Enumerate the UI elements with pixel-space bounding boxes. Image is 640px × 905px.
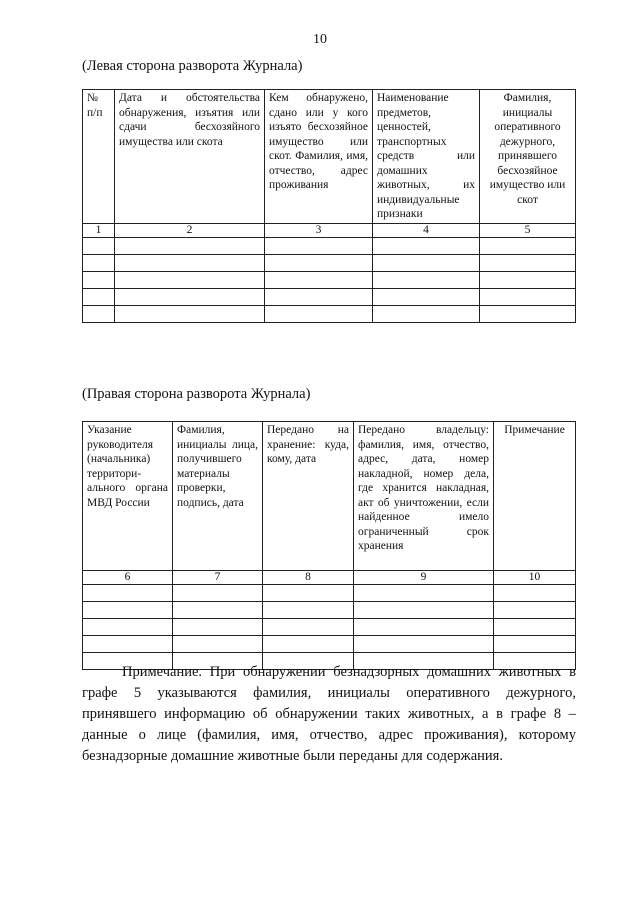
column-number: 8: [263, 571, 354, 585]
note-paragraph: [82, 662, 576, 767]
table-row: [83, 289, 576, 306]
column-header: Передано владельцу: фамилия, имя, отчество, адрес, дата, номер накладной, номер дела, где хранится накладная, акт об уничтожении, если найденное имело ограниченный срок хранения: [354, 422, 494, 571]
journal-left-table: [82, 89, 576, 323]
table-row: [83, 306, 576, 323]
column-header: Дата и обстоятельства обнаружения, изъятия или сдачи бесхозяйного имущества или скота: [115, 90, 265, 224]
table-row: [83, 619, 576, 636]
column-number: 5: [480, 224, 576, 238]
right-section-heading: (Правая сторона разворота Журнала): [82, 386, 311, 402]
table-header-row: [83, 422, 576, 571]
table-row: [83, 602, 576, 619]
left-section-heading: (Левая сторона разворота Журнала): [82, 58, 303, 74]
table-row: [83, 238, 576, 255]
column-number: 4: [373, 224, 480, 238]
column-header: Примечание: [494, 422, 576, 571]
table-row: [83, 585, 576, 602]
table-header-row: [83, 90, 576, 224]
note-text: Примечание. При обнаружении безнадзорных домашних животных в графе 5 указываются фамилия, инициалы оперативного дежурного, принявшего информацию об обнаружении таких животных, а в графе 8 – данные о лице (фамилия, имя, отчество, адрес проживания), которому безнадзорные домашние животные были переданы для содержания.: [82, 664, 576, 764]
column-number: 3: [265, 224, 373, 238]
journal-right-table: [82, 421, 576, 670]
column-number: 2: [115, 224, 265, 238]
column-number: 10: [494, 571, 576, 585]
column-header: Передано на хранение: куда, кому, дата: [263, 422, 354, 571]
column-number: 6: [83, 571, 173, 585]
table-row: [83, 255, 576, 272]
column-header: № п/п: [83, 90, 115, 224]
column-header: Кем обнаружено, сдано или у кого изъято бесхозяйное имущество или скот. Фамилия, имя, отчество, адрес проживания: [265, 90, 373, 224]
column-header: Фамилия, инициалы оперативного дежурного, принявшего бесхозяйное имущество или скот: [480, 90, 576, 224]
page-number: 10: [313, 32, 327, 47]
column-number: 9: [354, 571, 494, 585]
column-number-row: [83, 571, 576, 585]
column-header: Наименование предметов, ценностей, транспортных средств или домашних животных, их индивидуальные признаки: [373, 90, 480, 224]
column-number: 7: [173, 571, 263, 585]
column-header: Фамилия, инициалы лица, получившего материалы проверки, подпись, дата: [173, 422, 263, 571]
column-number: 1: [83, 224, 115, 238]
table-row: [83, 636, 576, 653]
table-row: [83, 272, 576, 289]
column-number-row: [83, 224, 576, 238]
column-header: Указание руководителя (начальника) территори-ального органа МВД России: [83, 422, 173, 571]
